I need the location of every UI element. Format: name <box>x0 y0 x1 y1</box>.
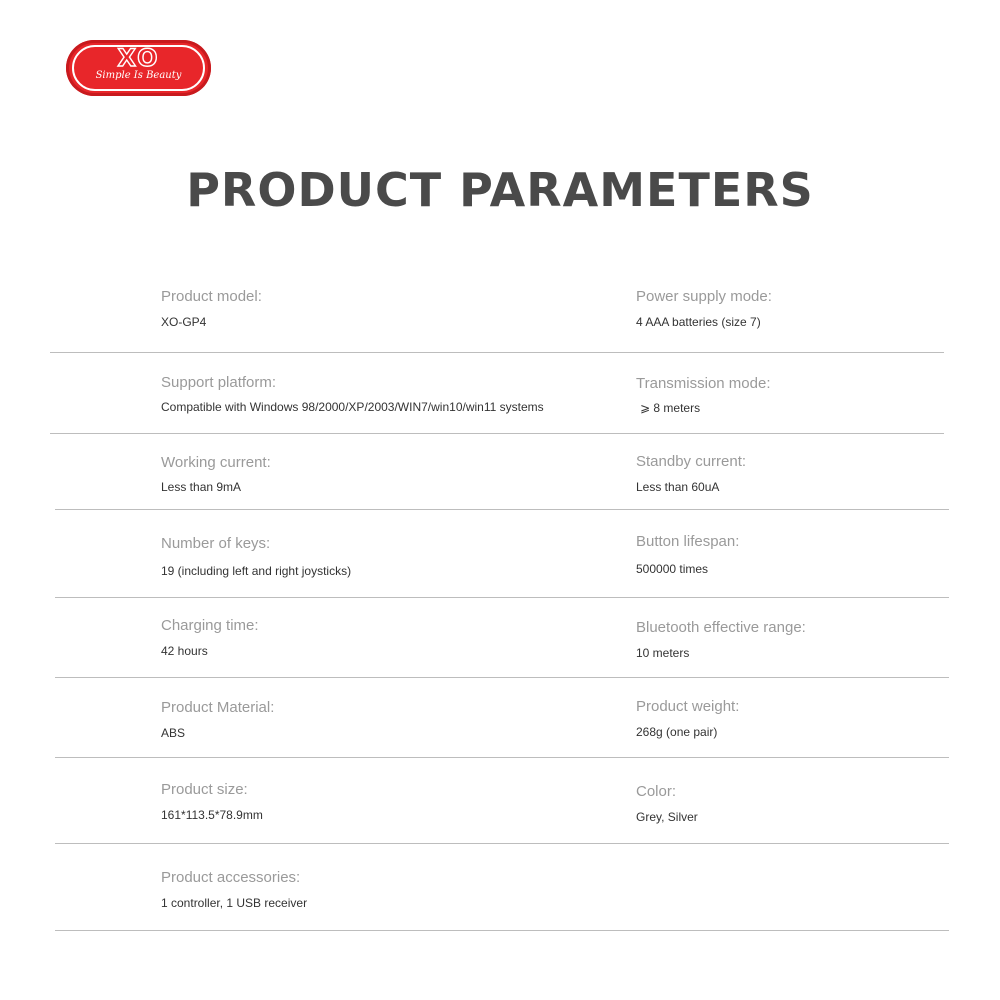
param-label: Product weight: <box>636 698 740 715</box>
logo-mark: XO <box>117 44 160 72</box>
param-label: Product accessories: <box>161 869 301 886</box>
param-value: 1 controller, 1 USB receiver <box>161 896 308 910</box>
param-value: 500000 times <box>636 562 709 576</box>
brand-logo <box>66 40 211 96</box>
param-value: Grey, Silver <box>636 810 698 824</box>
param-label: Transmission mode: <box>636 375 771 392</box>
param-label: Product size: <box>161 781 248 798</box>
row-divider <box>55 930 949 931</box>
row-divider <box>55 843 949 844</box>
param-value: ⩾ 8 meters <box>640 401 701 415</box>
param-label: Product model: <box>161 288 262 305</box>
param-value: 4 AAA batteries (size 7) <box>636 315 761 329</box>
param-value: Compatible with Windows 98/2000/XP/2003/WIN7/win10/win11 systems <box>161 400 544 414</box>
param-value: 19 (including left and right joysticks) <box>161 564 352 578</box>
param-label: Standby current: <box>636 453 747 470</box>
param-value: Less than 9mA <box>161 480 242 494</box>
param-label: Charging time: <box>161 617 259 634</box>
row-divider <box>55 509 949 510</box>
param-label: Power supply mode: <box>636 288 772 305</box>
param-value: 161*113.5*78.9mm <box>161 808 263 822</box>
param-value: 42 hours <box>161 644 208 658</box>
param-label: Number of keys: <box>161 535 271 552</box>
param-label: Support platform: <box>161 374 277 391</box>
param-label: Button lifespan: <box>636 533 740 550</box>
row-divider <box>55 757 949 758</box>
row-divider <box>50 352 944 353</box>
row-divider <box>50 433 944 434</box>
page-title: PRODUCT PARAMETERS <box>186 163 814 217</box>
param-value: XO-GP4 <box>161 315 207 329</box>
logo-tagline: Simple Is Beauty <box>95 70 182 81</box>
param-label: Working current: <box>161 454 271 471</box>
param-value: Less than 60uA <box>636 480 720 494</box>
param-label: Product Material: <box>161 699 275 716</box>
row-divider <box>55 677 949 678</box>
param-value: 10 meters <box>636 646 690 660</box>
param-label: Bluetooth effective range: <box>636 619 806 636</box>
row-divider <box>55 597 949 598</box>
param-label: Color: <box>636 783 677 800</box>
param-value: 268g (one pair) <box>636 725 718 739</box>
param-value: ABS <box>161 726 186 740</box>
